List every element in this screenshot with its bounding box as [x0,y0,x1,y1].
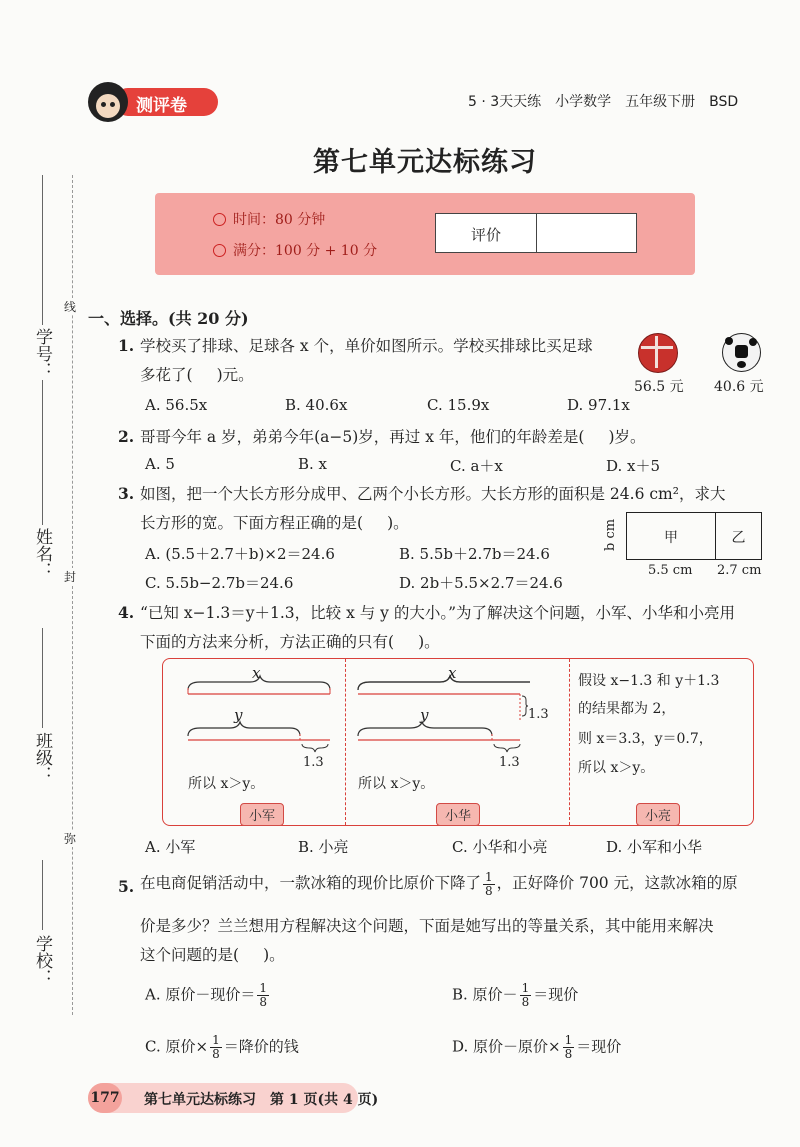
xiaoliang-line4: 所以 x＞y。 [578,760,655,776]
q1-line1: 学校买了排球、足球各 x 个，单价如图所示。学校买排球比买足球 [140,337,593,355]
q4-number: 4. [118,603,135,622]
q2-option-b[interactable]: B. x [298,455,328,473]
series-info: 5 · 3天天练 小学数学 五年级下册 BSD [468,94,739,110]
q3-option-c[interactable]: C. 5.5b−2.7b＝24.6 [145,574,294,592]
time-text: 时间：80 分钟 [233,212,326,228]
q4-line2 [140,629,440,655]
school-underline [42,860,43,930]
xiaoliang-tag: 小亮 [636,803,680,826]
xiaojun-x-label: x [252,664,261,682]
mascot-icon [88,82,128,122]
panel-divider-2 [569,659,570,825]
q3-option-d[interactable]: D. 2b＋5.5×2.7＝24.6 [399,574,563,592]
xiaojun-diagram [180,668,340,768]
q3-line2b: )。 [387,514,409,532]
number-label: 学号： [32,328,52,379]
q5-option-d[interactable]: D. 原价－原价× $\frac{1}{8}$ ＝现价 [452,1033,622,1061]
q5-number: 5. [118,877,135,896]
mark-fold: 弥 [64,832,77,846]
q5-line2: 价是多少？兰兰想用方程解决这个问题，下面是她写出的等量关系，其中能用来解决 [140,917,714,935]
xiaojun-conclusion: 所以 x＞y。 [188,776,265,792]
q1-option-d[interactable]: D. 97.1x [567,396,630,414]
q2-line1a: 哥哥今年 a 岁，弟弟今年(a−5)岁，再过 x 年，他们的年龄差是( [140,428,585,446]
clock-icon [213,213,226,226]
info-box [155,193,695,275]
q3-option-b[interactable]: B. 5.5b＋2.7b＝24.6 [399,545,550,563]
q4-line2b: )。 [418,633,440,651]
q4-option-a[interactable]: A. 小军 [145,838,196,856]
volleyball-price: 56.5 元 [634,379,684,395]
rect-width2-label: 2.7 cm [717,563,762,578]
rect-b-label: 乙 [731,530,746,546]
q4-option-c[interactable]: C. 小华和小亮 [452,838,548,856]
q5-fraction: $\frac{1}{8}$ [485,869,493,898]
q3-number: 3. [118,484,135,503]
xiaoliang-line3: 则 x＝3.3，y＝0.7， [578,731,713,747]
q2-line1 [140,424,646,450]
rect-a-label: 甲 [664,530,678,546]
school-label: 学校： [32,935,52,986]
q4-line1: “已知 x−1.3＝y＋1.3，比较 x 与 y 的大小。”为了解决这个问题，小军、小华和小亮用 [140,604,736,622]
footer-text: 第七单元达标练习 第 1 页(共 4 页) [144,1092,379,1108]
page-number: 177 [88,1083,122,1113]
rect-side-label: b cm [603,518,618,552]
class-underline [42,628,43,728]
q4-option-b[interactable]: B. 小亮 [298,838,349,856]
q5-line3b: )。 [263,946,285,964]
xiaoliang-line2: 的结果都为 2， [578,701,676,717]
q2-number: 2. [118,427,135,446]
score-text: 满分：100 分 + 10 分 [233,243,378,259]
q1-line2b: )元。 [216,366,254,384]
xiaohua-x-label: x [448,664,457,682]
q5-line3a: 这个问题的是( [140,946,240,964]
q5-option-b[interactable]: B. 原价－ $\frac{1}{8}$ ＝现价 [452,981,579,1009]
badge-text: 测评卷 [136,96,187,116]
page-title: 第七单元达标练习 [313,147,537,178]
football-icon [722,333,761,372]
eval-box [435,213,637,253]
q5-line1a: 在电商促销活动中，一款冰箱的现价比原价下降了 [140,874,482,892]
q5-option-a[interactable]: A. 原价－现价＝ $\frac{1}{8}$ [145,981,268,1009]
q5-line1 [140,870,738,898]
eval-label: 评价 [470,226,501,244]
q1-number: 1. [118,336,135,355]
number-underline [42,175,43,325]
q1-option-a[interactable]: A. 56.5x [145,396,208,414]
mark-line: 线 [64,300,77,314]
football-price: 40.6 元 [714,379,764,395]
name-underline [42,380,43,525]
q2-option-a[interactable]: A. 5 [145,455,175,473]
xiaohua-diagram [350,668,530,768]
q2-option-c[interactable]: C. a＋x [450,457,503,475]
xiaohua-tag: 小华 [436,803,480,826]
q5-option-c[interactable]: C. 原价× $\frac{1}{8}$ ＝降价的钱 [145,1033,299,1061]
class-label: 班级： [32,732,52,783]
xiaohua-d1-label: 1.3 [528,707,549,722]
rect-width1-label: 5.5 cm [648,563,693,578]
xiaohua-d2-label: 1.3 [499,755,520,770]
name-label: 姓名： [32,528,52,579]
q2-option-d[interactable]: D. x＋5 [606,457,661,475]
q3-line1: 如图，把一个大长方形分成甲、乙两个小长方形。大长方形的面积是 24.6 cm²，求大 [140,485,726,503]
q3-line2 [140,510,409,536]
xiaohua-y-label: y [420,706,429,724]
xiaojun-y-label: y [234,706,243,724]
q2-line1b: )岁。 [608,428,646,446]
q5-line3 [140,942,285,968]
mark-seal: 封 [64,570,77,584]
check-icon [213,244,226,257]
q1-option-c[interactable]: C. 15.9x [427,396,490,414]
xiaojun-tag: 小军 [240,803,284,826]
q5-line1b: ，正好降价 700 元，这款冰箱的原 [496,874,738,892]
xiaoliang-line1: 假设 x−1.3 和 y＋1.3 [578,673,720,689]
q4-line2a: 下面的方法来分析，方法正确的只有( [140,633,395,651]
q1-line2a: 多花了( [140,366,193,384]
section-heading: 一、选择。(共 20 分) [88,309,249,328]
q4-option-d[interactable]: D. 小军和小华 [606,838,703,856]
header-badge [88,82,222,122]
volleyball-icon [638,333,678,373]
xiaojun-d-label: 1.3 [303,755,324,770]
q3-option-a[interactable]: A. (5.5＋2.7＋b)×2＝24.6 [145,545,335,563]
rectangle-figure [626,512,762,560]
q3-line2a: 长方形的宽。下面方程正确的是( [140,514,364,532]
panel-divider-1 [345,659,346,825]
xiaohua-conclusion: 所以 x＞y。 [358,776,435,792]
q1-line2 [140,362,254,388]
q1-option-b[interactable]: B. 40.6x [285,396,348,414]
eval-divider [536,214,537,252]
